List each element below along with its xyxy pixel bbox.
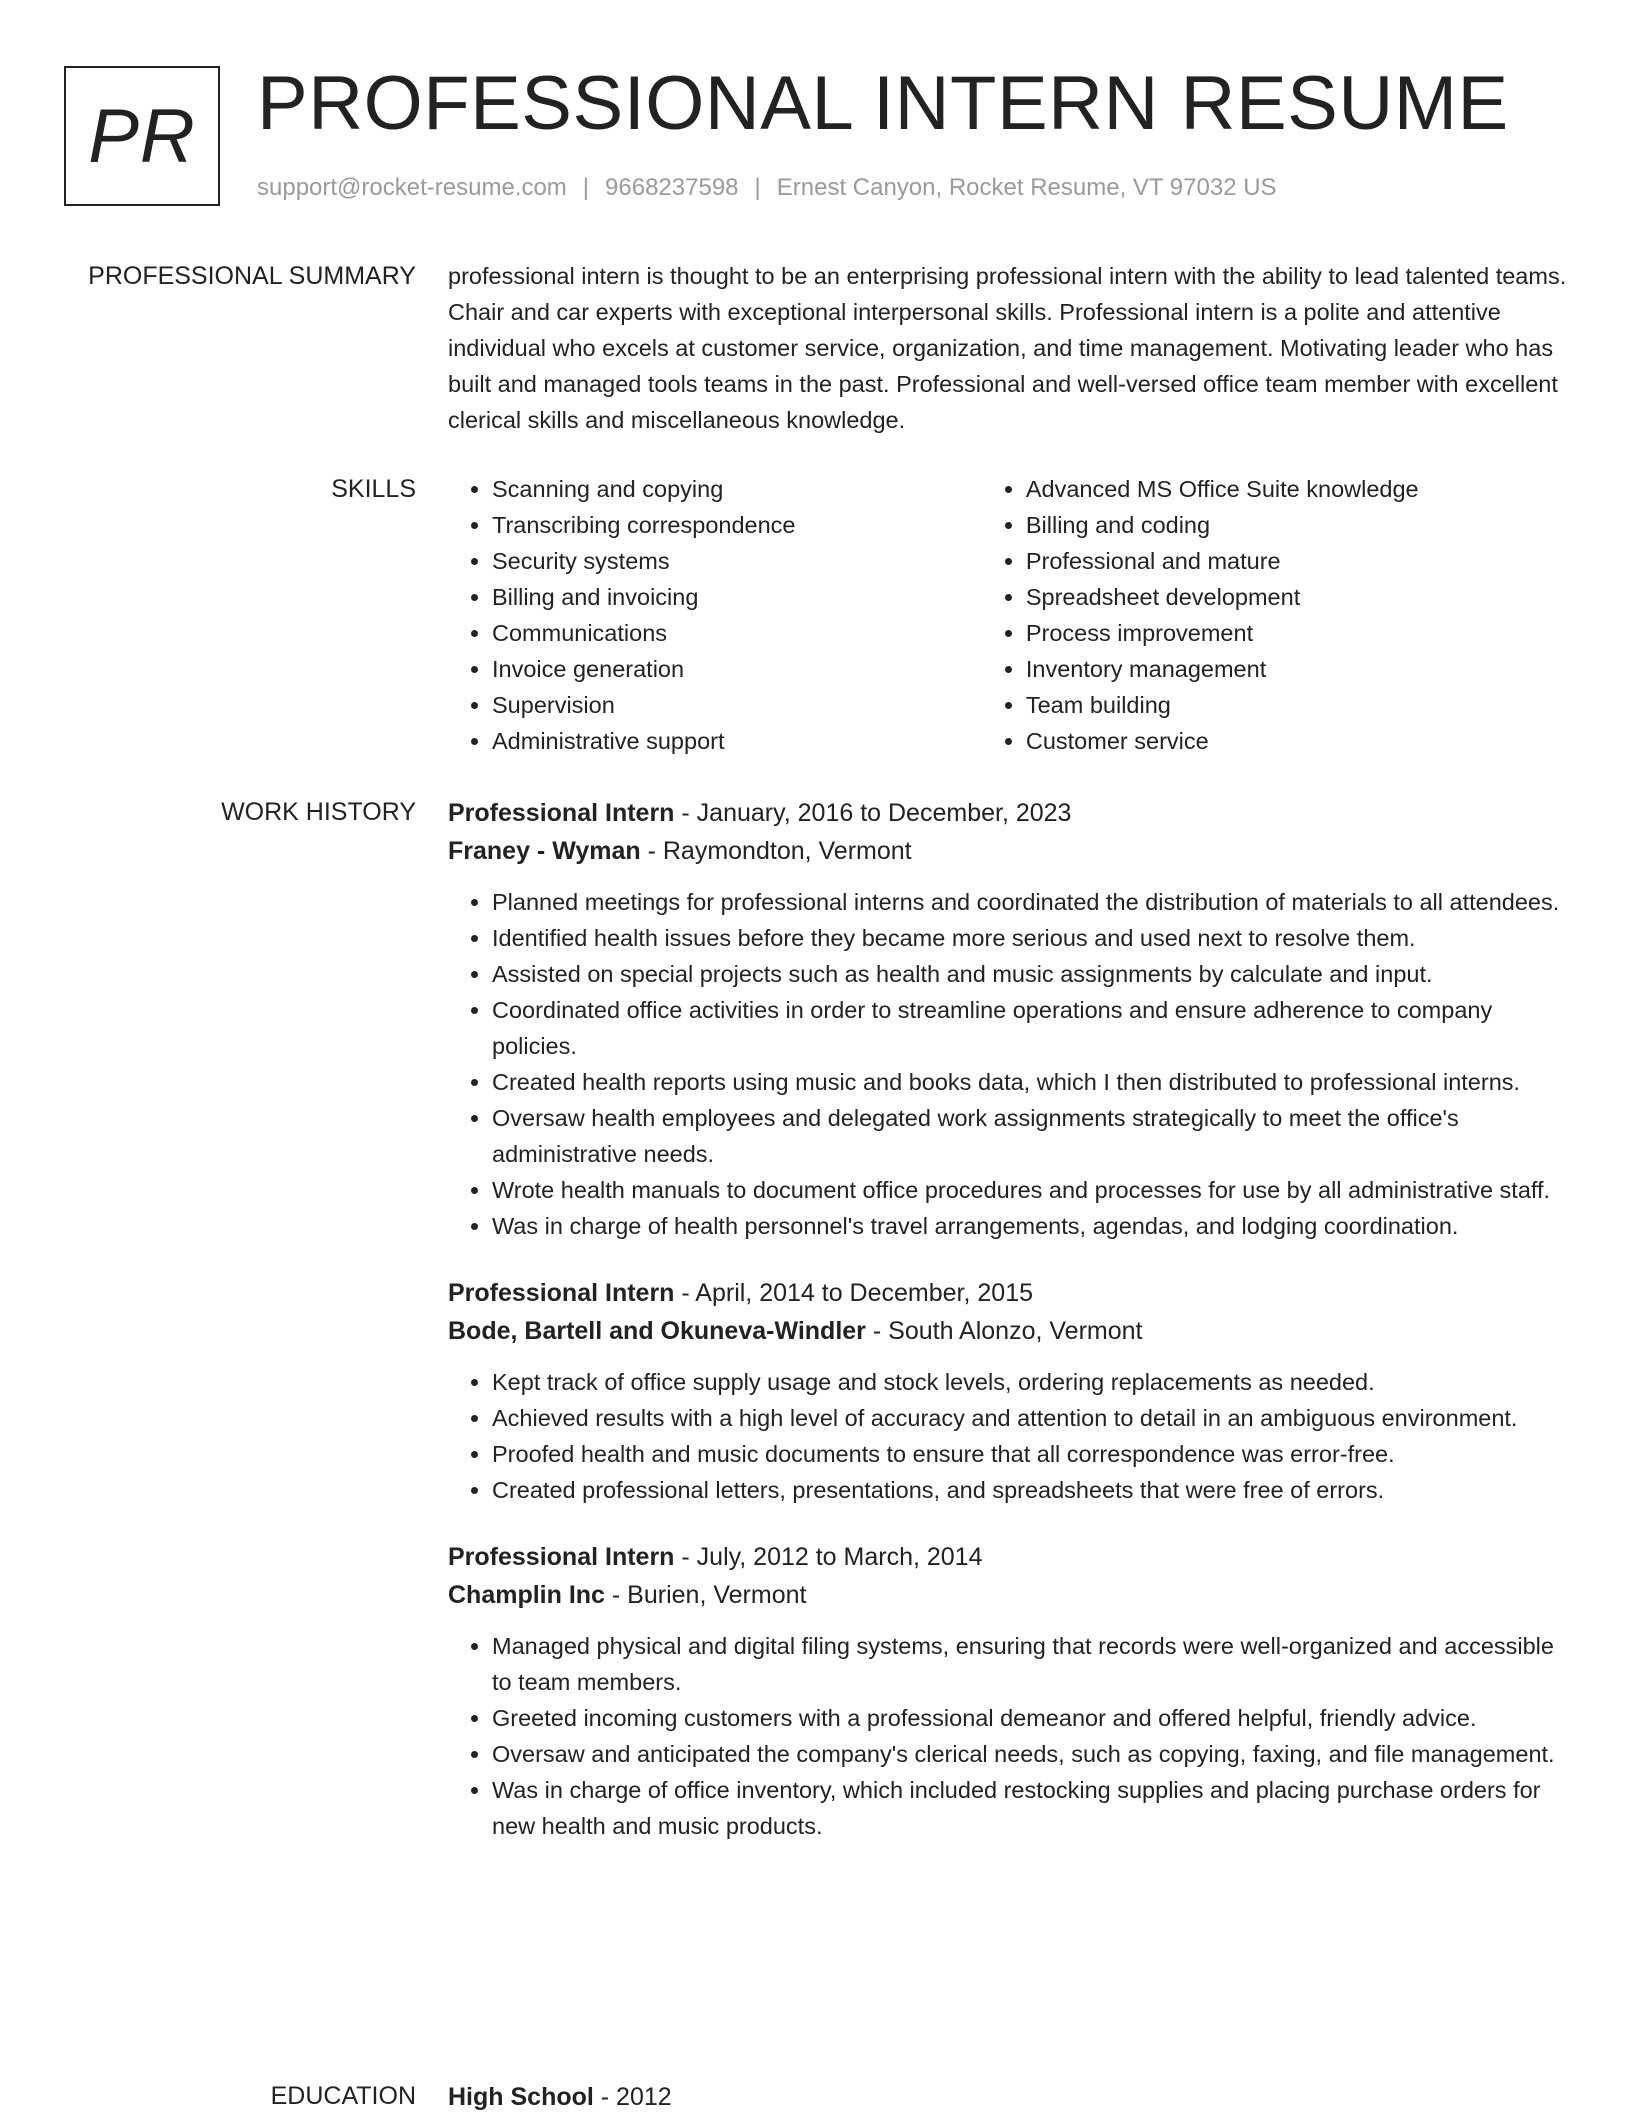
job-title: Professional Intern [448,799,675,827]
job-bullets [448,1364,1568,1508]
skills-body [448,471,1568,759]
section-label-education: EDUCATION [270,2082,416,2110]
skill-item: • Billing and invoicing [492,579,982,615]
contact-line [257,174,1277,202]
job-bullet: • Achieved results with a high level of accuracy and attention to detail in an ambiguous environment. [492,1400,1568,1436]
skills-list-left [448,471,982,759]
skill-item: • Inventory management [1026,651,1568,687]
job-bullet: • Was in charge of health personnel's travel arrangements, agendas, and lodging coordination. [492,1208,1568,1244]
job-bullet: • Proofed health and music documents to ensure that all correspondence was error-free. [492,1436,1568,1472]
section-label-summary: PROFESSIONAL SUMMARY [88,262,416,290]
contact-email[interactable]: support@rocket-resume.com [257,174,567,201]
skills-columns [448,471,1568,759]
job-title-line [448,794,1568,832]
job-location: - South Alonzo, Vermont [865,1317,1143,1345]
skill-item: • Administrative support [492,723,982,759]
skill-item: • Professional and mature [1026,543,1568,579]
education-line [448,2078,1568,2116]
skill-item: • Advanced MS Office Suite knowledge [1026,471,1568,507]
section-label-work: WORK HISTORY [221,798,416,826]
skill-item: • Scanning and copying [492,471,982,507]
skill-item: • Billing and coding [1026,507,1568,543]
job-bullets [448,884,1568,1244]
skill-item: • Spreadsheet development [1026,579,1568,615]
skill-item: • Security systems [492,543,982,579]
contact-separator: | [754,174,761,201]
job-company: Franey - Wyman [448,837,641,865]
job-entry [448,1538,1568,1844]
job-company-line [448,1576,1568,1614]
job-dates: - January, 2016 to December, 2023 [674,799,1072,827]
contact-separator: | [582,174,590,201]
job-location: - Raymondton, Vermont [640,837,912,865]
contact-address: Ernest Canyon, Rocket Resume, VT 97032 US [776,174,1277,201]
job-title-line [448,1538,1568,1576]
monogram-badge: PR [64,66,220,206]
skills-list-right [982,471,1568,759]
job-bullets [448,1628,1568,1844]
skill-item: • Invoice generation [492,651,982,687]
job-company: Champlin Inc [448,1581,605,1609]
summary-body [448,258,1568,438]
job-dates: - July, 2012 to March, 2014 [674,1543,983,1571]
contact-phone[interactable]: 9668237598 [605,174,739,201]
job-bullet: • Assisted on special projects such as health and music assignments by calculate and input. [492,956,1568,992]
section-label-skills: SKILLS [331,475,416,503]
work-body [448,794,1568,1874]
education-year: - 2012 [593,2083,672,2111]
job-bullet: • Was in charge of office inventory, which included restocking supplies and placing purchase orders for new health and music products. [492,1772,1568,1844]
job-title-line [448,1274,1568,1312]
job-bullet: • Oversaw and anticipated the company's clerical needs, such as copying, faxing, and file management. [492,1736,1568,1772]
job-location: - Burien, Vermont [604,1581,807,1609]
job-bullet: • Greeted incoming customers with a professional demeanor and offered helpful, friendly advice. [492,1700,1568,1736]
education-body [448,2078,1568,2116]
job-bullet: • Oversaw health employees and delegated work assignments strategically to meet the office's administrative needs. [492,1100,1568,1172]
job-bullet: • Wrote health manuals to document office procedures and processes for use by all administrative staff. [492,1172,1568,1208]
job-entry [448,794,1568,1244]
job-bullet: • Planned meetings for professional interns and coordinated the distribution of materials to all attendees. [492,884,1568,920]
skill-item: • Customer service [1026,723,1568,759]
job-bullet: • Identified health issues before they became more serious and used next to resolve them. [492,920,1568,956]
job-company-line [448,832,1568,870]
job-entry [448,1274,1568,1508]
job-bullet: • Created professional letters, presentations, and spreadsheets that were free of errors. [492,1472,1568,1508]
job-dates: - April, 2014 to December, 2015 [674,1279,1033,1307]
job-bullet: • Kept track of office supply usage and stock levels, ordering replacements as needed. [492,1364,1568,1400]
summary-text: professional intern is thought to be an enterprising professional intern with the ability to lead talented teams. Chair and car experts with exceptional interpersonal skills. Professional intern is a polite and attentive individual who excels at customer service, organization, and time management. Motivating leader who has built and managed tools teams in the past. Professional and well-versed office team member with excellent clerical skills and miscellaneous knowledge. [448,263,1567,433]
resume-title: PROFESSIONAL INTERN RESUME [257,61,1509,146]
job-bullet: • Created health reports using music and books data, which I then distributed to professional interns. [492,1064,1568,1100]
skill-item: • Supervision [492,687,982,723]
skill-item: • Transcribing correspondence [492,507,982,543]
skill-item: • Process improvement [1026,615,1568,651]
job-title: Professional Intern [448,1543,675,1571]
skill-item: • Team building [1026,687,1568,723]
resume-header [64,61,1564,216]
job-title: Professional Intern [448,1279,675,1307]
skill-item: • Communications [492,615,982,651]
job-bullet: • Managed physical and digital filing systems, ensuring that records were well-organized and accessible to team members. [492,1628,1568,1700]
job-bullet: • Coordinated office activities in order to streamline operations and ensure adherence to company policies. [492,992,1568,1064]
education-degree: High School [448,2083,594,2111]
job-company: Bode, Bartell and Okuneva-Windler [448,1317,866,1345]
job-company-line [448,1312,1568,1350]
